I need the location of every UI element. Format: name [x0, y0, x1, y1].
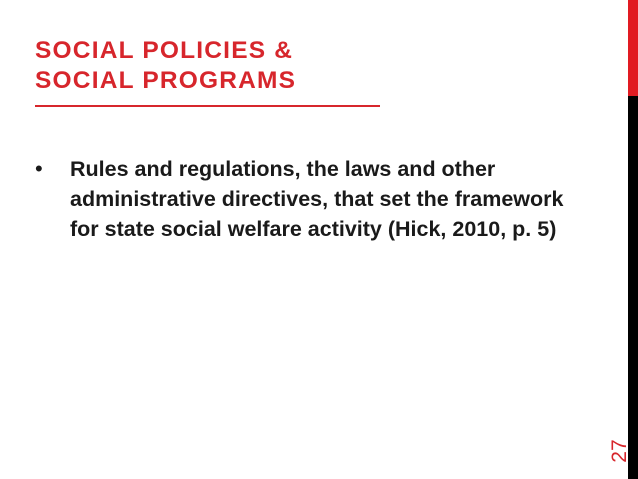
bullet-list — [35, 154, 580, 244]
bullet-dot-icon: • — [35, 156, 43, 181]
top-accent-bar — [628, 0, 638, 96]
slide-title-line-2: SOCIAL PROGRAMS — [35, 67, 297, 94]
title-underline — [35, 105, 380, 107]
slide-title — [35, 36, 435, 96]
bullet-text: Rules and regulations, the laws and other administrative directives, that set the framework for state social welfare activity (Hick, 2010, p. 5) — [70, 157, 564, 241]
side-accent-bar — [628, 96, 638, 479]
bullet-item — [35, 154, 580, 244]
slide-title-line-1: SOCIAL POLICIES & — [35, 37, 294, 64]
page-number: 27 — [608, 439, 631, 463]
